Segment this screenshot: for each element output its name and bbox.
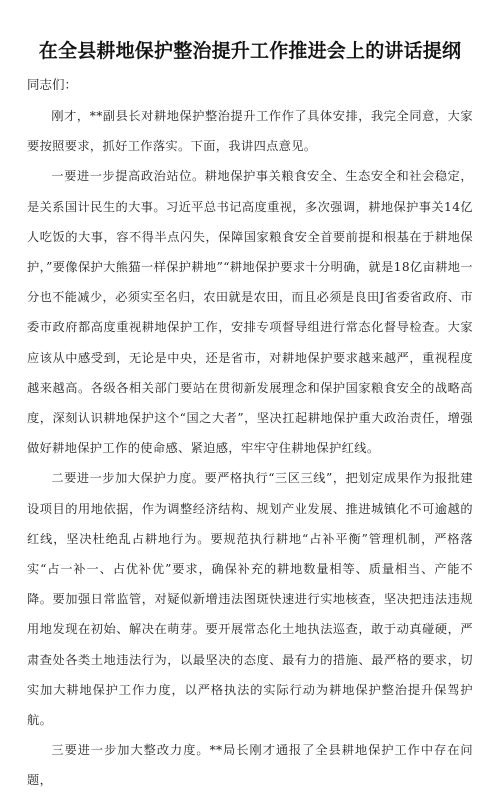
document-title: 在全县耕地保护整治提升工作推进会上的讲话提纲 [38, 40, 462, 62]
salutation: 同志们： [27, 77, 78, 92]
paragraph-rectification: 三要进一步加大整改力度。**局长刚才通报了全县耕地保护工作中存在问题， [27, 743, 473, 788]
paragraph-political-stance: 一要进一步提高政治站位。耕地保护事关粮食安全、生态安全和社会稳定，是关系国计民生的大事。习近平总书记高度重视，多次强调，耕地保护事关14亿人吃饭的大事，容不得半点闪失，保障国家粮食安全首要前提和根基在于耕地保护，”要像保护大熊猫一样保护耕地”“耕地保护要求十分明确，就是18亿亩耕地一分也不能减少，必须实至名归，农田就是农田，而且必须是良田J省委省政府、市委市政府都高度重视耕地保护工作，安排专项督导组进行常态化督导检查。大家应该从中感受到，无论是中央，还是省市，对耕地保护要求越来越严，重视程度越来越高。各级各相关部门要站在贯彻新发展理念和保护国家粮食安全的战略高度，深刻认识耕地保护这个“国之大者”，坚决扛起耕地保护重大政治责任，增强做好耕地保护工作的使命感、紧迫感，牢牢守住耕地保护红线。 [27, 169, 473, 456]
paragraph-protection-strength: 二要进一步加大保护力度。要严格执行“三区三线”，把划定成果作为报批建设项目的用地依据，作为调整经济结构、规划产业发展、推进城镇化不可逾越的红线，坚决杜绝乱占耕地行为。要规范执行耕地“占补平衡”管理机制，严格落实“占一补一、占优补优”要求，确保补充的耕地数量相等、质量相当、产能不降。要加强日常监管，对疑似新增违法图斑快速进行实地核查，坚决把违法违规用地发现在初始、解决在萌芽。要开展常态化土地执法巡查，敢于动真碰硬，严肃查处各类土地违法行为，以最坚决的态度、最有力的措施、最严格的要求，切实加大耕地保护工作力度，以严格执法的实际行动为耕地保护整治提升保驾护航。 [27, 471, 473, 728]
paragraph-intro: 刚才，**副县长对耕地保护整治提升工作作了具体安排，我完全同意，大家要按照要求，抓好工作落实。下面，我讲四点意见。 [27, 109, 473, 154]
document-body [27, 101, 473, 796]
